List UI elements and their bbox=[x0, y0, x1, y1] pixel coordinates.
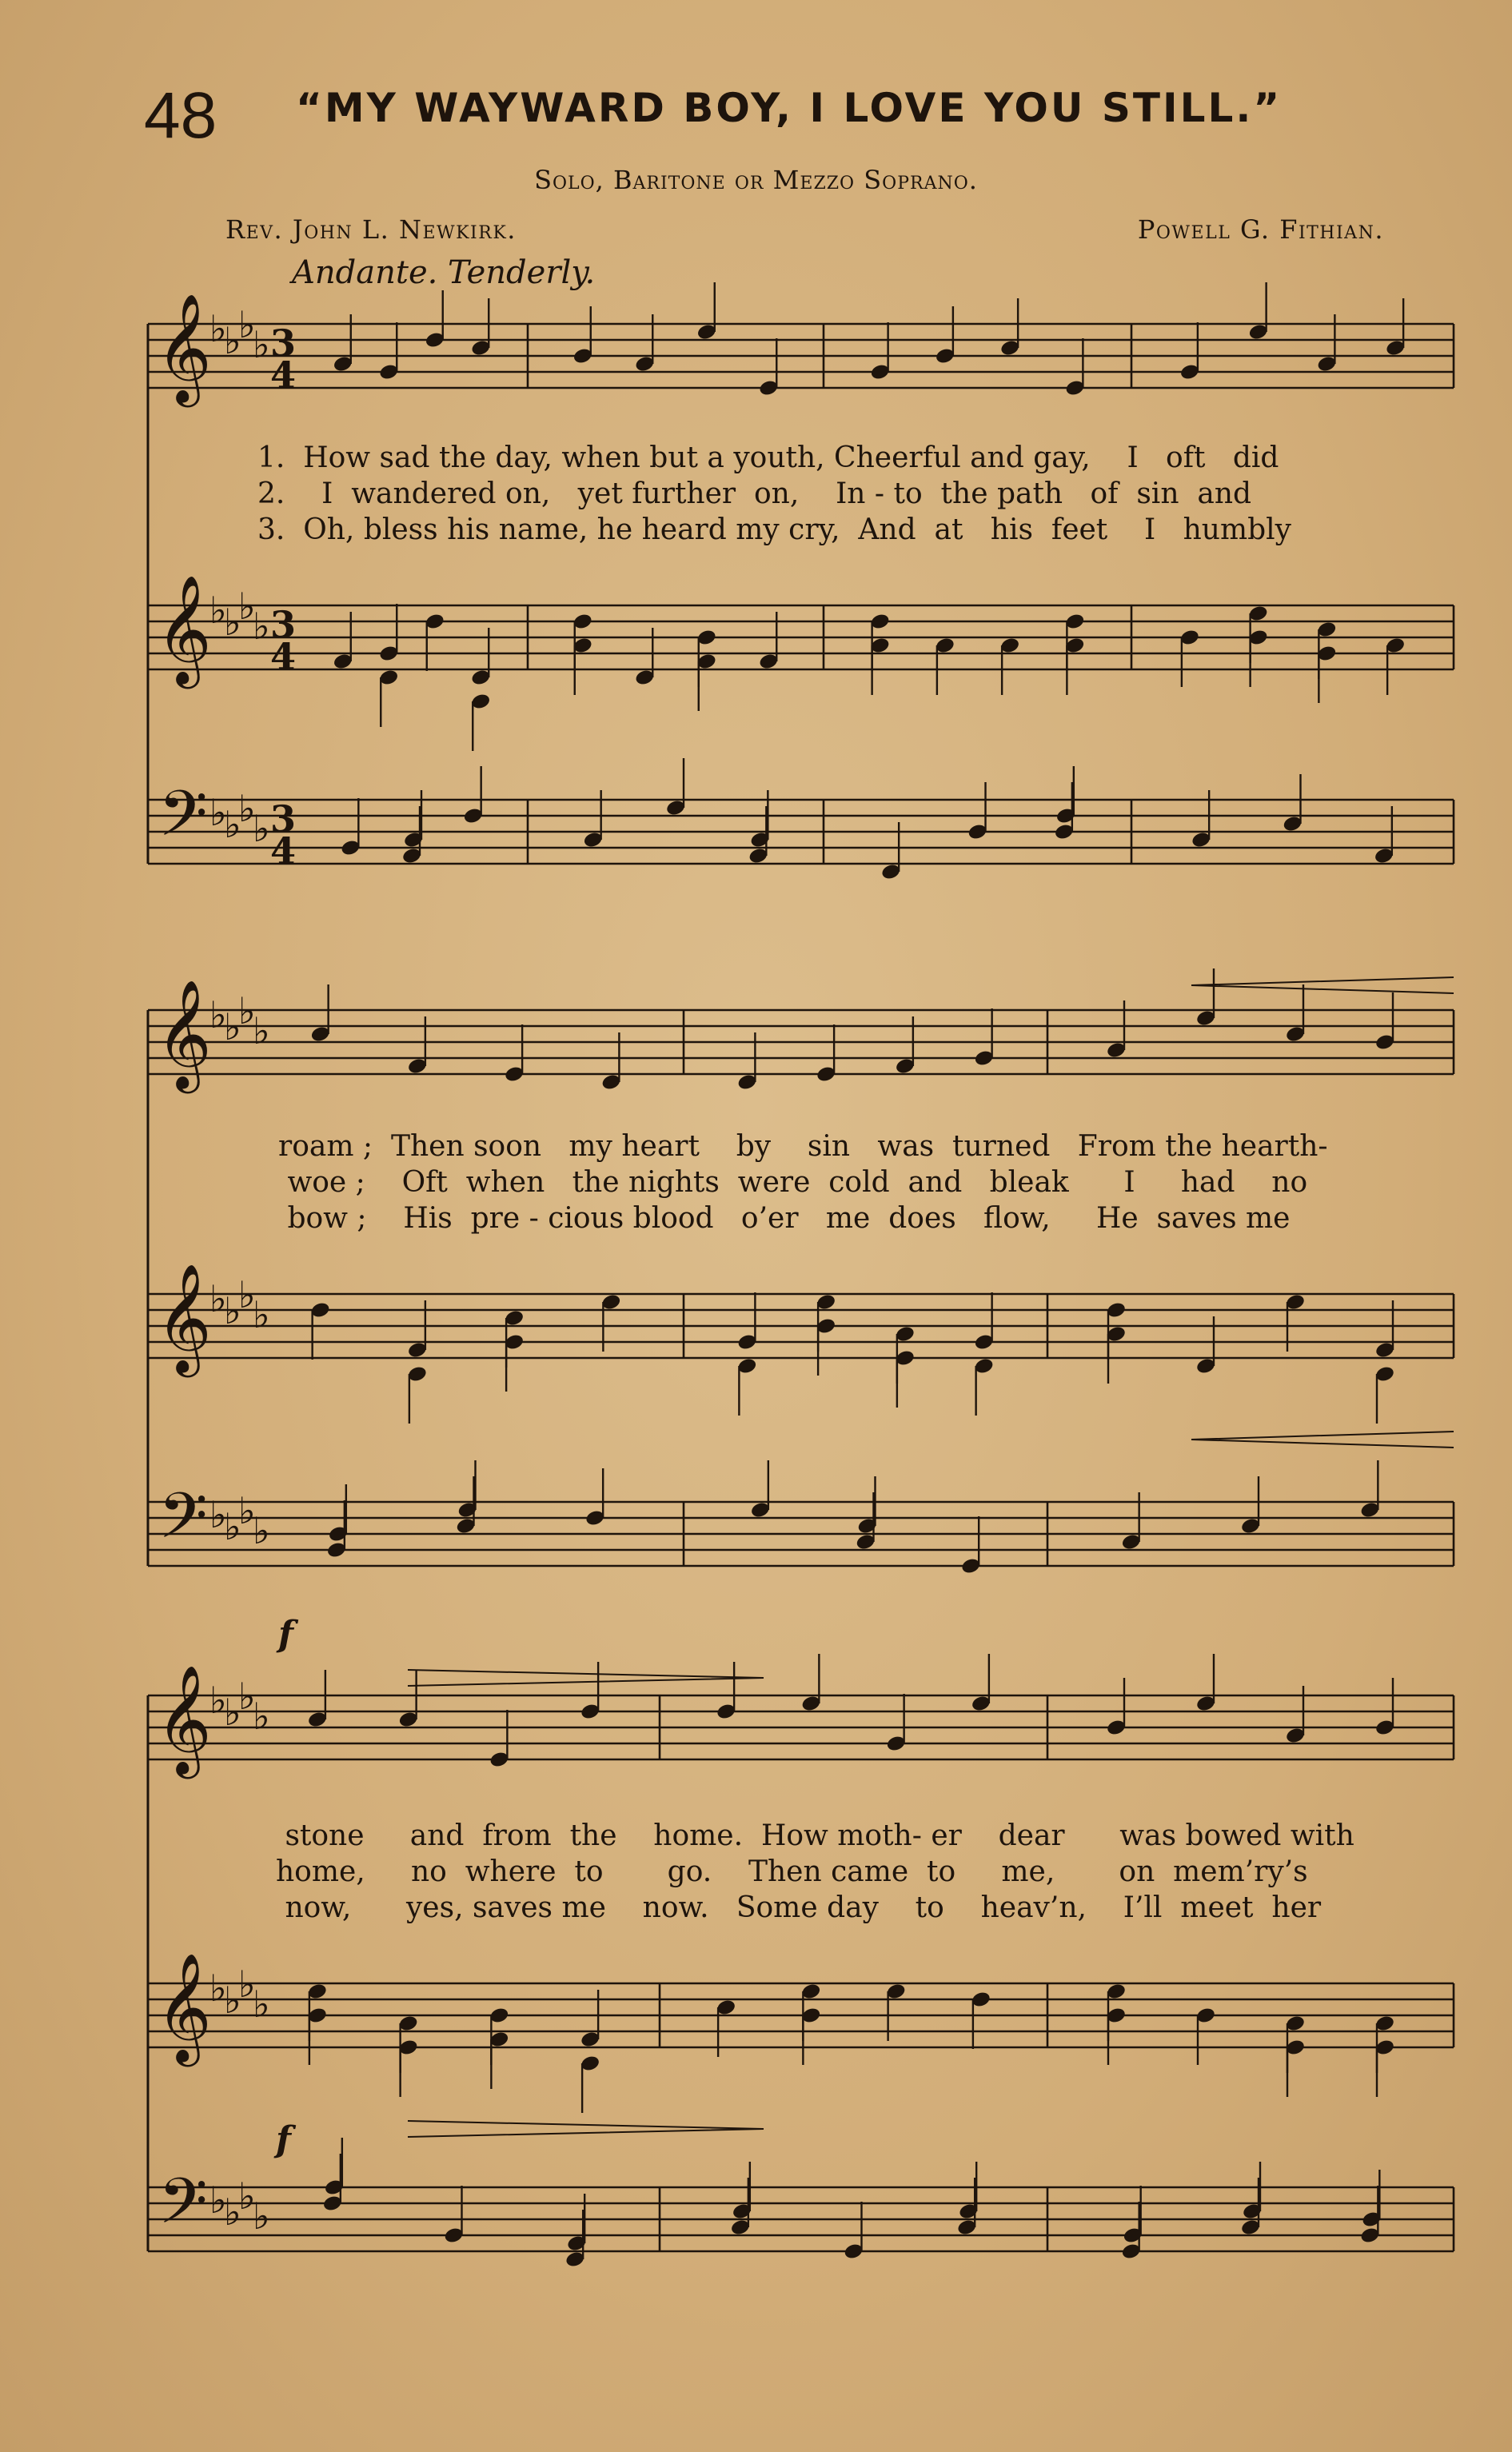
flat-sign-icon: ♭ bbox=[253, 605, 270, 648]
flat-sign-icon: ♭ bbox=[253, 1509, 270, 1552]
treble-clef-icon: 𝄞 bbox=[156, 292, 212, 402]
treble-clef-icon: 𝄞 bbox=[156, 1663, 212, 1774]
flat-sign-icon: ♭ bbox=[224, 601, 241, 644]
verse-1-line-system-1: 1. How sad the day, when but a youth, Cheerful and gay, I oft did bbox=[257, 441, 1279, 474]
hairpin bbox=[1191, 977, 1454, 993]
flat-sign-icon: ♭ bbox=[209, 307, 227, 350]
flat-sign-icon: ♭ bbox=[224, 803, 241, 846]
hairpin bbox=[1191, 1432, 1454, 1448]
flat-sign-icon: ♭ bbox=[253, 323, 270, 366]
flat-sign-icon: ♭ bbox=[238, 585, 256, 628]
flat-sign-icon: ♭ bbox=[238, 303, 256, 346]
flat-sign-icon: ♭ bbox=[253, 1009, 270, 1052]
treble-clef-icon: 𝄞 bbox=[156, 978, 212, 1088]
flat-sign-icon: ♭ bbox=[209, 1277, 227, 1320]
lyricist-credit: Rev. John L. Newkirk. bbox=[225, 214, 517, 245]
flat-sign-icon: ♭ bbox=[224, 2190, 241, 2234]
flat-sign-icon: ♭ bbox=[224, 1005, 241, 1048]
hairpin bbox=[408, 2121, 764, 2137]
page-number: 48 bbox=[144, 79, 217, 152]
dynamic-forte: f bbox=[276, 2119, 291, 2160]
flat-sign-icon: ♭ bbox=[253, 2194, 270, 2238]
flat-sign-icon: ♭ bbox=[253, 1293, 270, 1336]
flat-sign-icon: ♭ bbox=[224, 1289, 241, 1332]
flat-sign-icon: ♭ bbox=[209, 2178, 227, 2222]
flat-sign-icon: ♭ bbox=[238, 2174, 256, 2218]
verse-2-line-system-1: 2. I wandered on, yet further on, In - to the path of sin and bbox=[257, 477, 1252, 510]
composer-credit: Powell G. Fithian. bbox=[1137, 214, 1384, 245]
verse-1-line-system-2: roam ; Then soon my heart by sin was turned From the hearth- bbox=[278, 1130, 1328, 1163]
flat-sign-icon: ♭ bbox=[238, 1963, 256, 2006]
flat-sign-icon: ♭ bbox=[209, 1493, 227, 1536]
flat-sign-icon: ♭ bbox=[209, 1967, 227, 2010]
flat-sign-icon: ♭ bbox=[238, 1489, 256, 1532]
bass-clef-icon: 𝄢 bbox=[158, 1479, 208, 1568]
flat-sign-icon: ♭ bbox=[209, 1679, 227, 1722]
treble-clef-icon: 𝄞 bbox=[156, 1262, 212, 1372]
voice-subtitle: Solo, Baritone or Mezzo Soprano. bbox=[534, 165, 978, 195]
bass-clef-icon: 𝄢 bbox=[158, 2164, 208, 2254]
flat-sign-icon: ♭ bbox=[238, 1273, 256, 1316]
verse-2-line-system-2: woe ; Oft when the nights were cold and bleak I had no bbox=[278, 1166, 1308, 1199]
time-signature-top: 3 bbox=[270, 797, 297, 841]
treble-clef-icon: 𝄞 bbox=[156, 1951, 212, 2062]
flat-sign-icon: ♭ bbox=[224, 1979, 241, 2022]
time-signature-bottom: 4 bbox=[270, 353, 297, 397]
verse-3-line-system-1: 3. Oh, bless his name, he heard my cry, And at his feet I humbly bbox=[257, 513, 1291, 546]
time-signature-bottom: 4 bbox=[270, 635, 297, 678]
treble-clef-icon: 𝄞 bbox=[156, 573, 212, 684]
flat-sign-icon: ♭ bbox=[209, 791, 227, 834]
verse-2-line-system-3: home, no where to go. Then came to me, on mem’ry’s bbox=[276, 1855, 1308, 1888]
flat-sign-icon: ♭ bbox=[224, 1691, 241, 1734]
flat-sign-icon: ♭ bbox=[224, 319, 241, 362]
bass-clef-icon: 𝄢 bbox=[158, 777, 208, 866]
flat-sign-icon: ♭ bbox=[224, 1505, 241, 1548]
verse-3-line-system-2: bow ; His pre - cious blood o’er me does flow, He saves me bbox=[278, 1202, 1291, 1235]
time-signature-top: 3 bbox=[270, 603, 297, 646]
flat-sign-icon: ♭ bbox=[253, 1983, 270, 2026]
flat-sign-icon: ♭ bbox=[209, 589, 227, 632]
flat-sign-icon: ♭ bbox=[238, 1675, 256, 1718]
flat-sign-icon: ♭ bbox=[253, 807, 270, 850]
flat-sign-icon: ♭ bbox=[238, 787, 256, 830]
song-title: “MY WAYWARD BOY, I LOVE YOU STILL.” bbox=[296, 85, 1283, 131]
verse-3-line-system-3: now, yes, saves me now. Some day to heav’n, I’ll meet her bbox=[276, 1891, 1322, 1924]
hairpin bbox=[408, 1670, 764, 1686]
verse-1-line-system-3: stone and from the home. How moth- er dear was bowed with bbox=[276, 1819, 1354, 1852]
time-signature-bottom: 4 bbox=[270, 829, 297, 873]
time-signature-top: 3 bbox=[270, 321, 297, 365]
flat-sign-icon: ♭ bbox=[253, 1695, 270, 1738]
dynamic-forte: f bbox=[278, 1614, 293, 1655]
flat-sign-icon: ♭ bbox=[209, 993, 227, 1036]
tempo-marking: Andante. Tenderly. bbox=[292, 254, 596, 291]
flat-sign-icon: ♭ bbox=[238, 989, 256, 1032]
